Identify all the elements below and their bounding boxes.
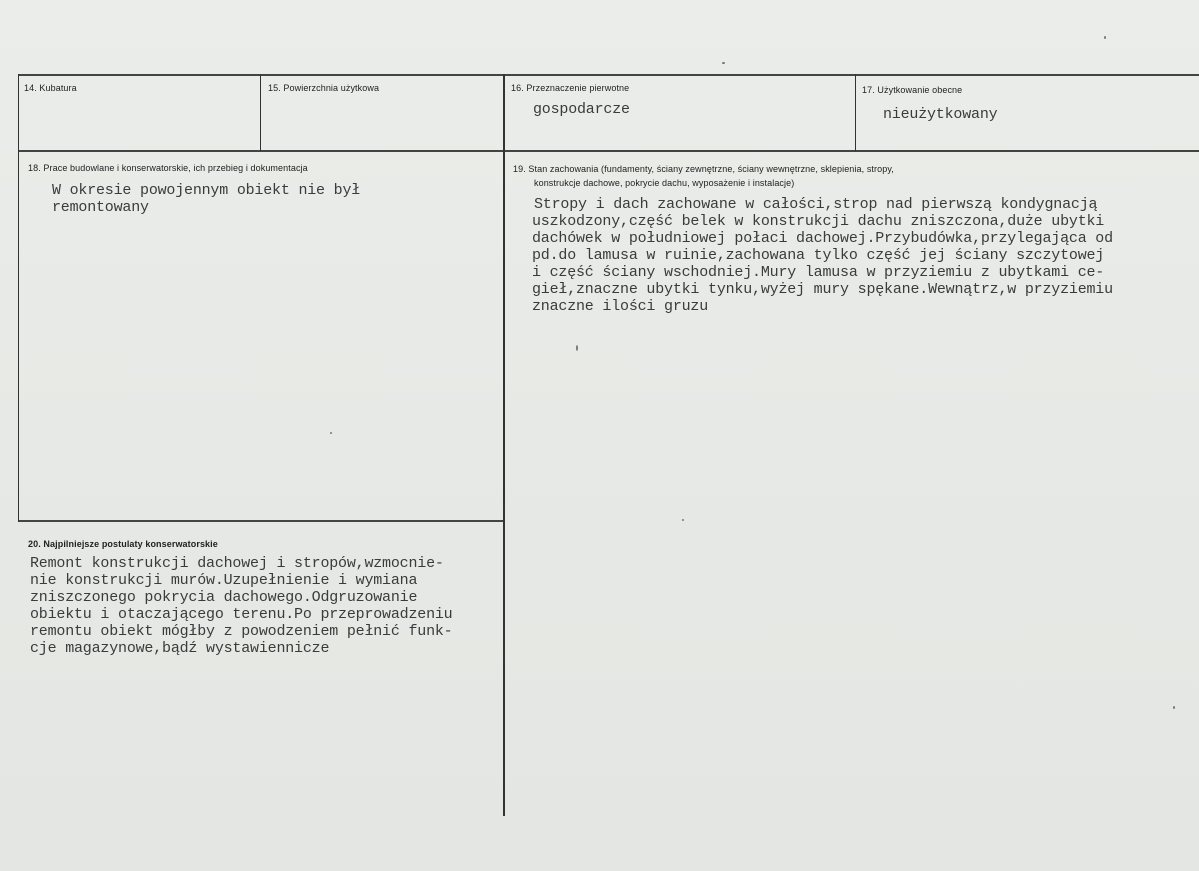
paper-speck [682, 519, 684, 521]
field-16-value: gospodarcze [533, 101, 630, 118]
col-divider-1 [260, 74, 261, 151]
field-18-label: 18. Prace budowlane i konserwatorskie, ich przebieg i dokumentacja [28, 163, 308, 173]
field-16-label: 16. Przeznaczenie pierwotne [511, 83, 630, 93]
field-20-line: nie konstrukcji murów.Uzupełnienie i wymiana [30, 572, 418, 589]
field-20-line: zniszczonego pokrycia dachowego.Odgruzowanie [30, 589, 418, 606]
section-20-rule [18, 520, 504, 522]
row-divider [18, 150, 1199, 152]
paper-speck [722, 62, 725, 64]
field-20-line: Remont konstrukcji dachowej i stropów,wzmocnie- [30, 555, 444, 572]
col-divider-3 [855, 74, 856, 151]
paper-speck [576, 345, 578, 351]
field-19-line: Stropy i dach zachowane w całości,strop nad pierwszą kondygnacją [534, 196, 1098, 213]
field-14-label: 14. Kubatura [24, 83, 77, 93]
field-19-label-line1: 19. Stan zachowania (fundamenty, ściany zewnętrzne, ściany wewnętrzne, sklepienia, stropy, [513, 164, 894, 174]
top-rule [18, 74, 1199, 76]
field-19-line: pd.do lamusa w ruinie,zachowana tylko część jej ściany szczytowej [532, 247, 1105, 264]
col-divider-2 [503, 74, 505, 816]
paper-speck [1173, 706, 1175, 709]
field-20-line: remontu obiekt mógłby z powodzeniem pełnić funk- [30, 623, 453, 640]
field-19-line: gieł,znaczne ubytki tynku,wyżej mury spękane.Wewnątrz,w przyziemiu [532, 281, 1113, 298]
field-18-line: W okresie powojennym obiekt nie był [52, 182, 361, 199]
paper-speck [1104, 36, 1106, 39]
field-17-value: nieużytkowany [883, 106, 998, 123]
field-20-line: cje magazynowe,bądź wystawiennicze [30, 640, 330, 657]
field-20-label: 20. Najpilniejsze postulaty konserwatorskie [28, 539, 218, 549]
field-19-label-line2: konstrukcje dachowe, pokrycie dachu, wyposażenie i instalacje) [534, 178, 795, 188]
field-19-line: dachówek w południowej połaci dachowej.Przybudówka,przylegająca od [532, 230, 1113, 247]
field-19-line: uszkodzony,część belek w konstrukcji dachu zniszczona,duże ubytki [532, 213, 1105, 230]
paper-speck [330, 432, 332, 434]
field-15-label: 15. Powierzchnia użytkowa [268, 83, 380, 93]
field-19-line: i część ściany wschodniej.Mury lamusa w przyziemiu z ubytkami ce- [532, 264, 1105, 281]
field-17-label: 17. Użytkowanie obecne [862, 85, 963, 95]
field-18-line: remontowany [52, 199, 149, 216]
field-19-line: znaczne ilości gruzu [532, 298, 709, 315]
field-20-line: obiektu i otaczającego terenu.Po przeprowadzeniu [30, 606, 453, 623]
left-border [18, 74, 19, 522]
